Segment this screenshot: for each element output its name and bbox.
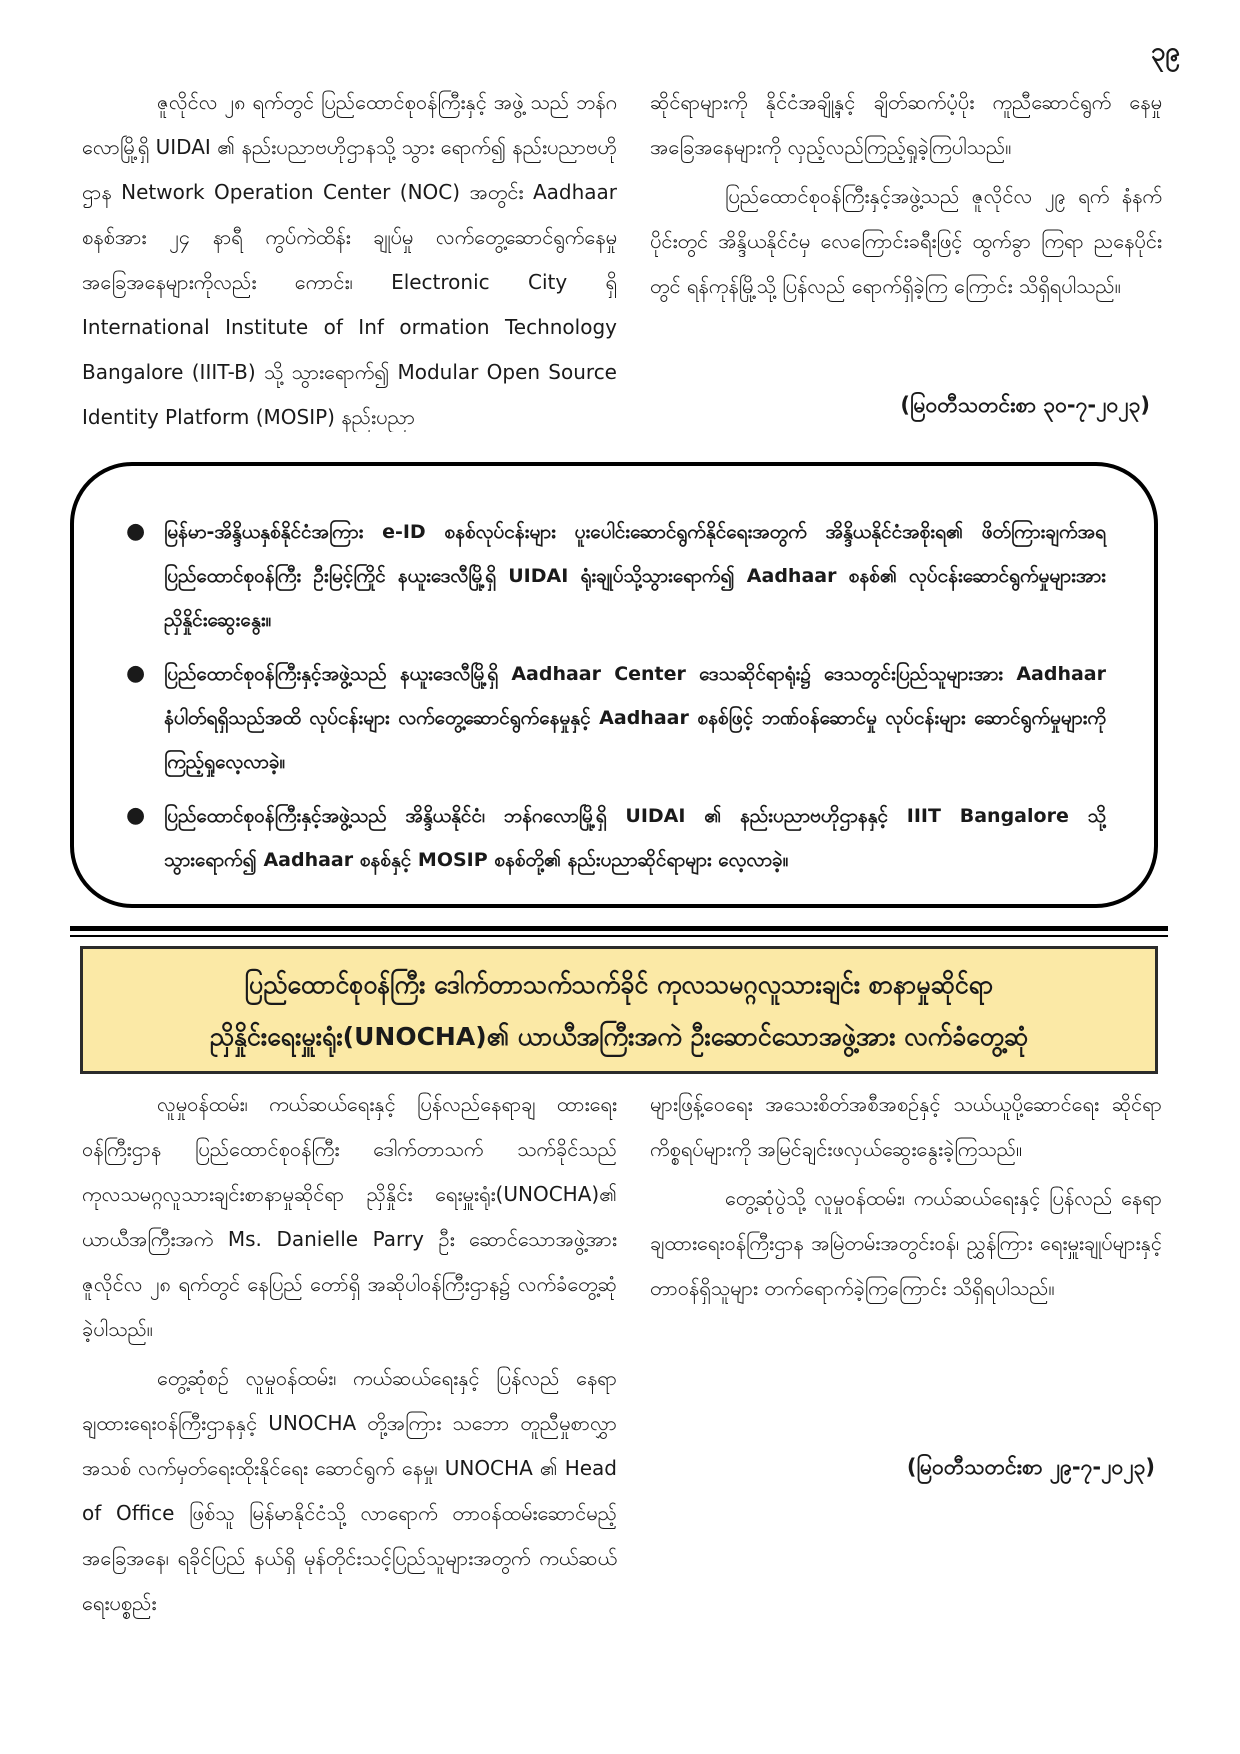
- highlight-text: ပြည်ထောင်စုဝန်ကြီးနှင့်အဖွဲ့သည် နယူးဒေလီမြို့ရှိ Aadhaar Center ဒေသဆိုင်ရာရုံး၌ ဒေသတွင်းပြည်သူများအား Aadhaar နံပါတ်ရရှိသည်အထိ လုပ်ငန်းများ လက်တွေ့ဆောင်ရွက်နေမှုနှင့် Aadhaar စနစ်ဖြင့် ဘဏ်ဝန်ဆောင်မှု လုပ်ငန်းများ ဆောင်ရွက်မှုများကို ကြည့်ရှုလေ့လာခဲ့။: [164, 663, 1106, 773]
- highlight-item: [122, 652, 1106, 784]
- section2-left-paragraph: လူမှုဝန်ထမ်း၊ ကယ်ဆယ်ရေးနှင့် ပြန်လည်နေရာချ ထားရေးဝန်ကြီးဌာန ပြည်ထောင်စုဝန်ကြီး ဒေါက်တာသက် သက်ခိုင်သည် ကုလသမဂ္ဂလူသားချင်းစာနာမှုဆိုင်ရာ ညှိနှိုင်း ရေးမှူးရုံး(UNOCHA)၏ ယာယီအကြီးအကဲ Ms. Danielle Parry ဦး ဆောင်သောအဖွဲ့အား ဇူလိုင်လ ၂၈ ရက်တွင် နေပြည် တော်ရှိ အဆိုပါဝန်ကြီးဌာန၌ လက်ခံတွေ့ဆုံခဲ့ပါသည်။: [82, 1092, 617, 1341]
- highlight-text: မြန်မာ-အိန္ဒိယနှစ်နိုင်ငံအကြား e-ID စနစ်လုပ်ငန်းများ ပူးပေါင်းဆောင်ရွက်နိုင်ရေးအတွက် အိန္ဒိယနိုင်ငံအစိုးရ၏ ဖိတ်ကြားချက်အရ ပြည်ထောင်စုဝန်ကြီး ဦးမြင့်ကြိုင် နယူးဒေလီမြို့ရှိ UIDAI ရုံးချုပ်သို့သွားရောက်၍ Aadhaar စနစ်၏ လုပ်ငန်းဆောင်ရွက်မှုများအား ညှိနှိုင်းဆွေးနွေး။: [164, 521, 1106, 631]
- section2-source: (မြဝတီသတင်းစာ ၂၉-၇-၂၀၂၃): [906, 1455, 1155, 1479]
- section1-left-column: [82, 80, 617, 432]
- bullet-icon: ●: [126, 803, 146, 828]
- section1-right-column: [650, 80, 1162, 340]
- section-divider-thin: [70, 935, 1168, 937]
- section2-right-paragraph: များဖြန့်ဝေရေး အသေးစိတ်အစီအစဉ်နှင့် သယ်ယူပို့ဆောင်ရေး ဆိုင်ရာ ကိစ္စရပ်များကို အမြင်ချင်းဖလှယ်ဆွေးနွေးခဲ့ကြသည်။: [650, 1092, 1162, 1161]
- highlights-list: [122, 510, 1106, 882]
- section1-right-paragraph: ဆိုင်ရာများကို နိုင်ငံအချို့နှင့် ချိတ်ဆက်ပံ့ပိုး ကူညီဆောင်ရွက် နေမှု အခြေအနေများကို လှည့်လည်ကြည့်ရှုခဲ့ကြပါသည်။: [650, 90, 1162, 159]
- headline-line: ညှိနှိုင်းရေးမှူးရုံး(UNOCHA)၏ ယာယီအကြီးအကဲ ဦးဆောင်သောအဖွဲ့အား လက်ခံတွေ့ဆုံ: [209, 1022, 1029, 1051]
- section1-left-paragraph: ဇူလိုင်လ ၂၈ ရက်တွင် ပြည်ထောင်စုဝန်ကြီးနှင့် အဖွဲ့ သည် ဘန်ဂလောမြို့ရှိ UIDAI ၏ နည်းပညာဗဟိုဌာနသို့ သွား ရောက်၍ နည်းပညာဗဟိုဌာန Network Operation Center (NOC) အတွင်း Aadhaar စနစ်အား ၂၄ နာရီ ကွပ်ကဲထိန်း ချုပ်မှု လက်တွေ့ဆောင်ရွက်နေမှု အခြေအနေများကိုလည်း ကောင်း၊ Electronic City ရှိ International Institute of Inf ormation Technology Bangalore (IIIT-B) သို့ သွားရောက်၍ Modular Open Source Identity Platform (MOSIP) နည်းပညာ: [82, 90, 617, 429]
- highlight-text: ပြည်ထောင်စုဝန်ကြီးနှင့်အဖွဲ့သည် အိန္ဒိယနိုင်ငံ၊ ဘန်ဂလောမြို့ရှိ UIDAI ၏ နည်းပညာဗဟိုဌာနနှင့် IIIT Bangalore သို့ သွားရောက်၍ Aadhaar စနစ်နှင့် MOSIP စနစ်တို့၏ နည်းပညာဆိုင်ရာများ လေ့လာခဲ့။: [164, 805, 1106, 871]
- highlight-item: [122, 794, 1106, 882]
- section-divider: [70, 926, 1168, 931]
- section1-source: (မြဝတီသတင်းစာ ၃၀-၇-၂၀၂၃): [900, 393, 1150, 417]
- section2-left-column: [82, 1082, 617, 1732]
- headline-line: ပြည်ထောင်စုဝန်ကြီး ဒေါက်တာသက်သက်ခိုင် ကုလသမဂ္ဂလူသားချင်း စာနာမှုဆိုင်ရာ: [244, 970, 994, 999]
- section2-right-column: [650, 1082, 1162, 1382]
- highlight-item: [122, 510, 1106, 642]
- article-headline: [80, 946, 1158, 1074]
- section2-left-paragraph: တွေ့ဆုံစဉ် လူမှုဝန်ထမ်း၊ ကယ်ဆယ်ရေးနှင့် ပြန်လည် နေရာချထားရေးဝန်ကြီးဌာနနှင့် UNOCHA တို့အကြား သဘော တူညီမှုစာလွှာအသစ် လက်မှတ်ရေးထိုးနိုင်ရေး ဆောင်ရွက် နေမှု၊ UNOCHA ၏ Head of Office ဖြစ်သူ မြန်မာနိုင်ငံသို့ လာရောက် တာဝန်ထမ်းဆောင်မည့်အခြေအနေ၊ ရခိုင်ပြည် နယ်ရှိ မုန်တိုင်းသင့်ပြည်သူများအတွက် ကယ်ဆယ်ရေးပစ္စည်း: [82, 1366, 617, 1615]
- page-number: ၃၉: [1150, 37, 1180, 67]
- section1-right-paragraph: ပြည်ထောင်စုဝန်ကြီးနှင့်အဖွဲ့သည် ဇူလိုင်လ ၂၉ ရက် နံနက်ပိုင်းတွင် အိန္ဒိယနိုင်ငံမှ လေကြောင်းခရီးဖြင့် ထွက်ခွာ ကြရာ ညနေပိုင်းတွင် ရန်ကုန်မြို့သို့ ပြန်လည် ရောက်ရှိခဲ့ကြ ကြောင်း သိရှိရပါသည်။: [650, 184, 1162, 298]
- bullet-icon: ●: [126, 519, 146, 544]
- bullet-icon: ●: [126, 661, 146, 686]
- section2-right-paragraph: တွေ့ဆုံပွဲသို့ လူမှုဝန်ထမ်း၊ ကယ်ဆယ်ရေးနှင့် ပြန်လည် နေရာချထားရေးဝန်ကြီးဌာန အမြဲတမ်းအတွင်းဝန်၊ ညွှန်ကြား ရေးမှူးချုပ်များနှင့် တာဝန်ရှိသူများ တက်ရောက်ခဲ့ကြကြောင်း သိရှိရပါသည်။: [650, 1186, 1162, 1300]
- highlights-box: [70, 462, 1158, 908]
